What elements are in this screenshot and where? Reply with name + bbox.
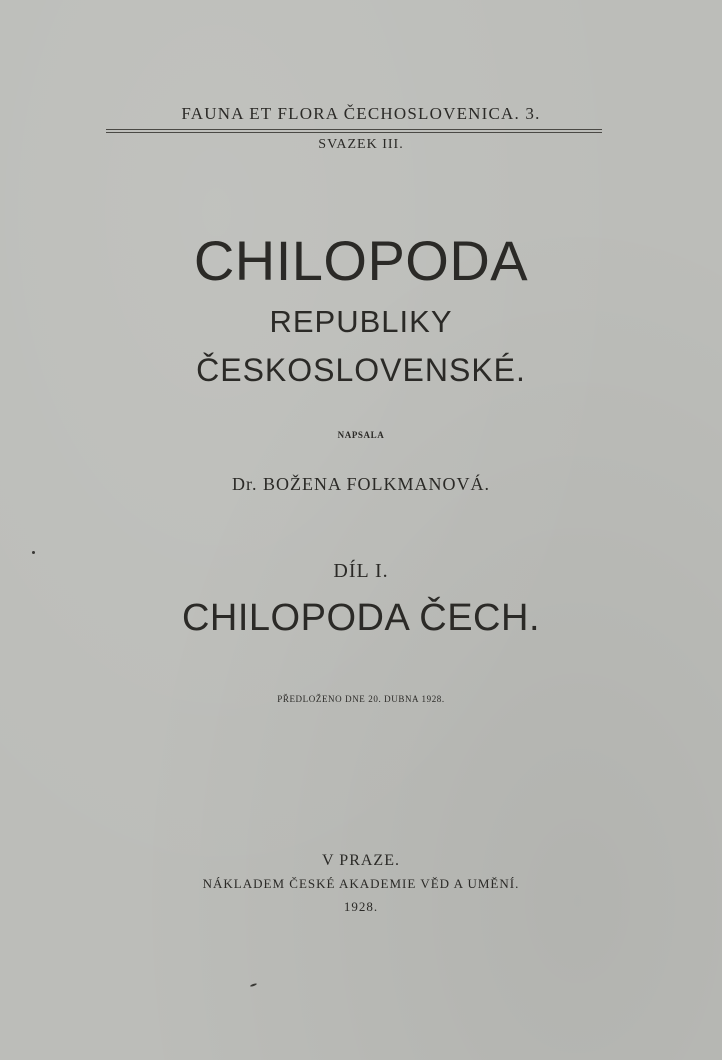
main-title: CHILOPODA [193,229,529,292]
submission-date: PŘEDLOŽENO DNE 20. DUBNA 1928. [277,694,445,704]
volume-number: SVAZEK III. [318,137,404,152]
subtitle-line-1: REPUBLIKY [269,304,453,339]
double-rule-top [106,129,602,130]
subtitle-line-2: ČESKOSLOVENSKÉ. [196,352,526,388]
publication-year: 1928. [343,899,379,914]
paper-speck [250,983,257,987]
double-rule-bottom [106,132,602,133]
author-name: Dr. BOŽENA FOLKMANOVÁ. [231,474,490,494]
publisher: NÁKLADEM ČESKÉ AKADEMIE VĚD A UMĚNÍ. [202,876,520,891]
series-title: FAUNA ET FLORA ČECHOSLOVENICA. 3. [181,104,541,123]
publication-place: V PRAZE. [322,852,400,869]
part-number: DÍL I. [333,560,389,582]
authored-by-label: NAPSALA [337,430,385,440]
paper-speck [32,551,35,554]
part-title: CHILOPODA ČECH. [181,597,541,639]
